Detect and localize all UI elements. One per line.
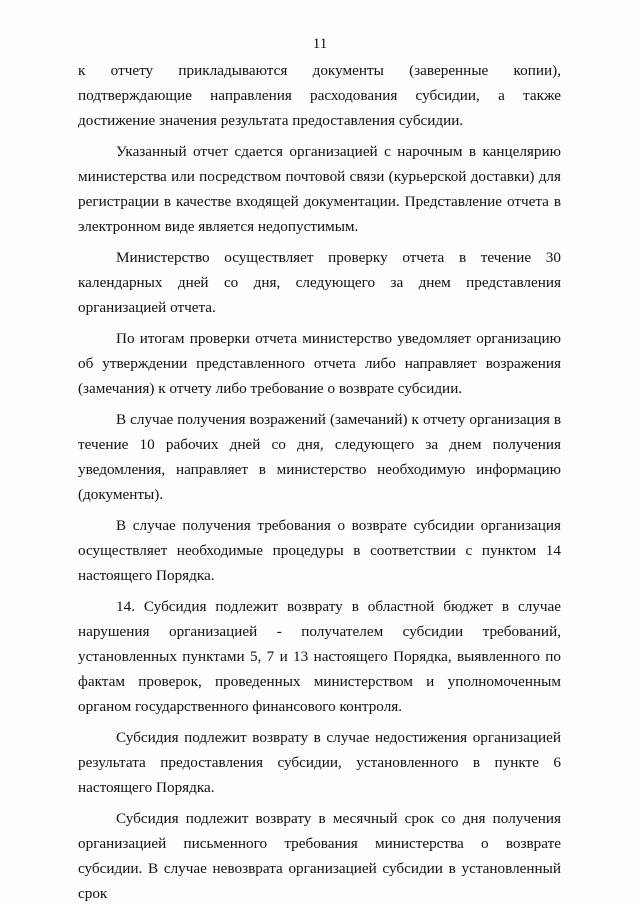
paragraph-clause-14: 14. Субсидия подлежит возврату в областной бюджет в случае нарушения организацией - получателем субсидии требований, установленных пунктами 5, 7 и 13 настоящего Порядка, выявленного по фактам проверок, проведенных министерством и уполномоченным органом государственного финансового контроля.: [78, 598, 561, 715]
paragraph-attached-documents: к отчету прикладываются документы (заверенные копии), подтверждающие направления расходования субсидии, а также достижение значения результата предоставления субсидии.: [78, 62, 561, 129]
paragraph-ministry-check: Министерство осуществляет проверку отчета в течение 30 календарных дней со дня, следующего за днем представления организацией отчета.: [78, 249, 561, 316]
paragraph-objections: В случае получения возражений (замечаний) к отчету организация в течение 10 рабочих дней со дня, следующего за днем получения уведомления, направляет в министерство необходимую информацию (документы).: [78, 411, 561, 503]
paragraph-report-submission: Указанный отчет сдается организацией с нарочным в канцелярию министерства или посредством почтовой связи (курьерской доставки) для регистрации в качестве входящей документации. Представление отчета в электронном виде является недопустимым.: [78, 143, 561, 235]
paragraph-refund-term: Субсидия подлежит возврату в месячный срок со дня получения организацией письменного требования министерства о возврате субсидии. В случае невозврата организацией субсидии в установленный срок: [78, 810, 561, 902]
document-body: [78, 58, 561, 912]
page-number: 11: [312, 36, 328, 52]
paragraph-result-not-achieved: Субсидия подлежит возврату в случае недостижения организацией результата предоставления субсидии, установленного в пункте 6 настоящего Порядка.: [78, 729, 561, 796]
paragraph-check-results: По итогам проверки отчета министерство уведомляет организацию об утверждении представленного отчета либо направляет возражения (замечания) к отчету либо требование о возврате субсидии.: [78, 330, 561, 397]
paragraph-refund-demand: В случае получения требования о возврате субсидии организация осуществляет необходимые процедуры в соответствии с пунктом 14 настоящего Порядка.: [78, 517, 561, 584]
